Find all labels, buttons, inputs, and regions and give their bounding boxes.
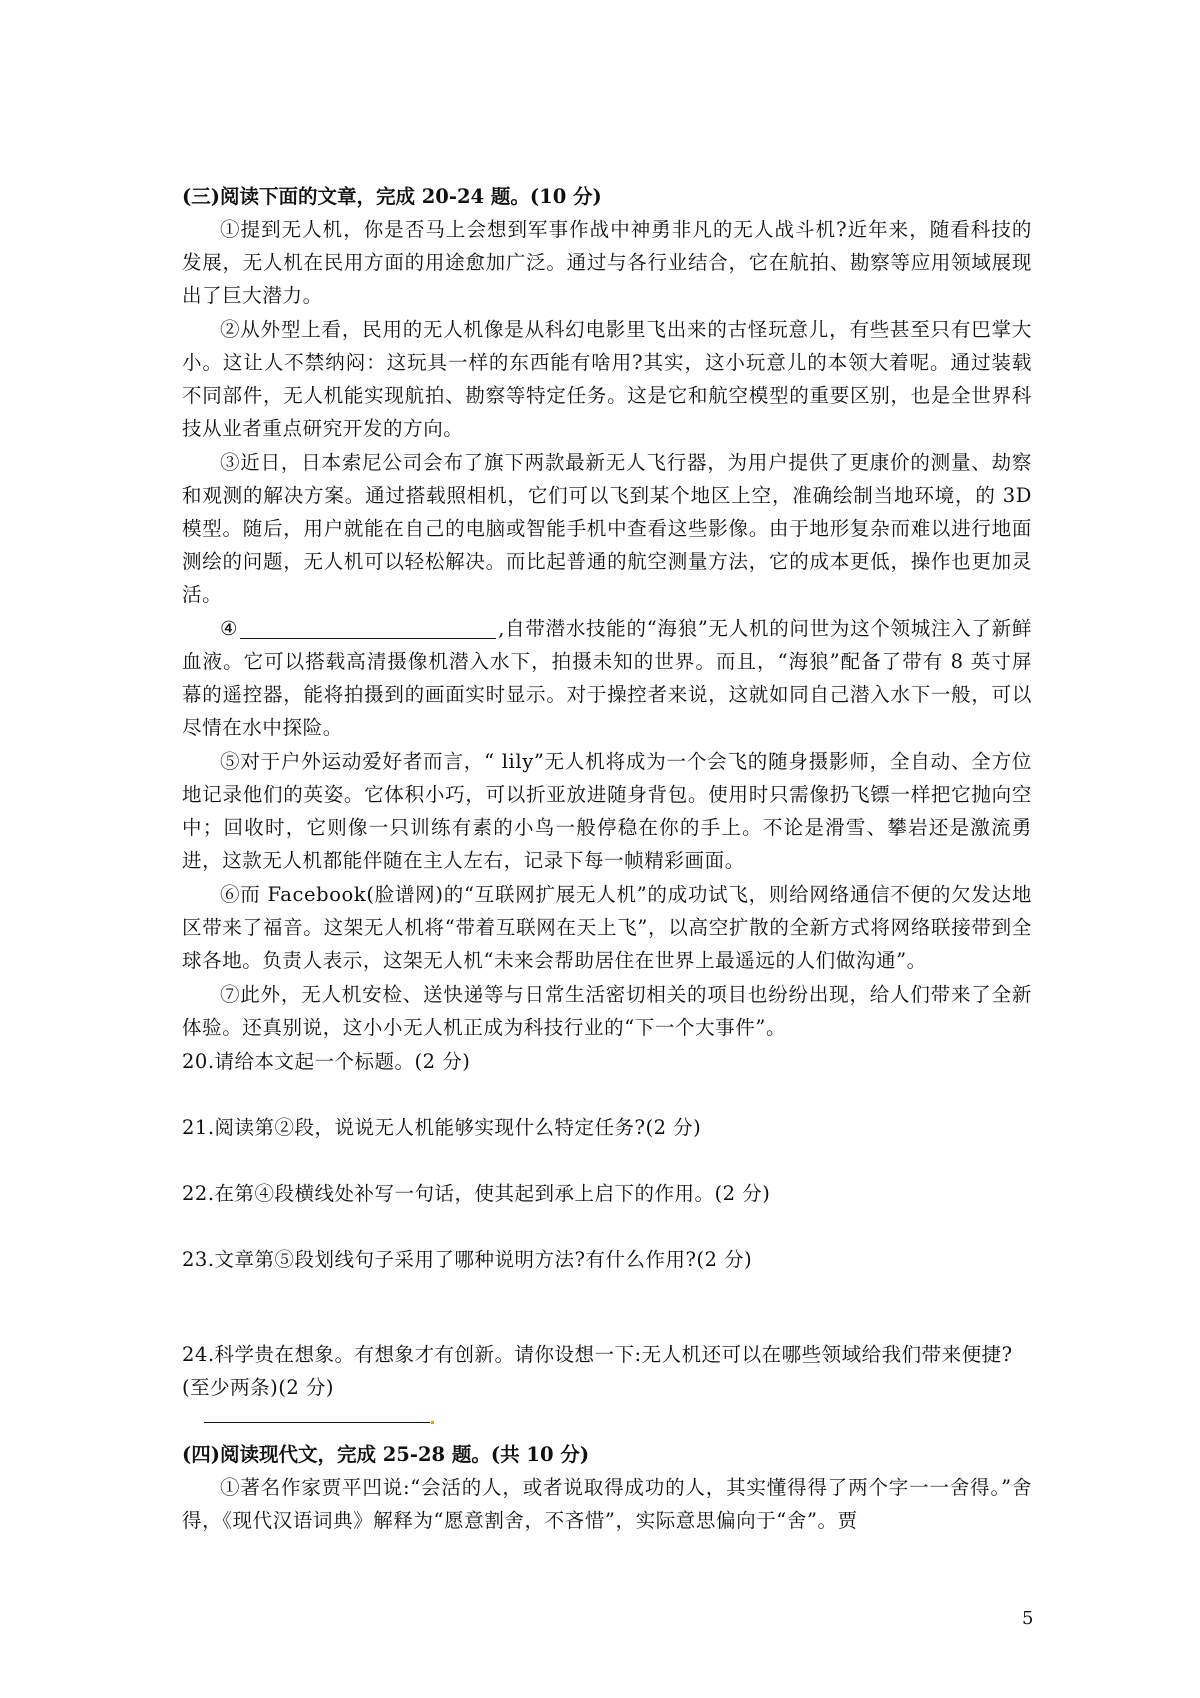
answer-space-23 xyxy=(182,1276,1032,1338)
page-number: 5 xyxy=(1022,1608,1034,1629)
section3-paragraph-3: ③近日，日本索尼公司会布了旗下两款最新无人飞行器，为用户提供了更康价的测量、劫察和观测的解决方案。通过搭载照相机，它们可以飞到某个地区上空，准确绘制当地环境，的 3D 模型。随后，用户就能在自己的电脑或智能手机中查看这些影像。由于地形复杂而难以进行地面测绘的问题，无人机可以轻松解决。而比起普通的航空测量方法，它的成本更低，操作也更加灵活。 xyxy=(182,451,1032,606)
answer-line-24 xyxy=(182,1408,1032,1438)
page-content xyxy=(182,180,1032,1538)
question-22: 22.在第④段横线处补写一句话，使其起到承上启下的作用。(2 分) xyxy=(182,1182,771,1205)
fill-in-blank-line[interactable] xyxy=(240,614,496,639)
question-23: 23.文章第⑤段划线句子采用了哪种说明方法?有什么作用?(2 分) xyxy=(182,1248,753,1271)
answer-space-21 xyxy=(182,1144,1032,1177)
section4-heading: (四)阅读现代文，完成 25-28 题。(共 10 分) xyxy=(182,1443,590,1466)
answer-space-20 xyxy=(182,1078,1032,1111)
stray-mark xyxy=(431,1421,434,1424)
paragraph-4-number: ④ xyxy=(220,617,239,640)
section3-paragraph-5: ⑤对于户外运动爱好者而言，“ lily”无人机将成为一个会飞的随身摄影师，全自动、全方位地记录他们的英姿。它体积小巧，可以折亚放进随身背包。使用时只需像扔飞镖一样把它抛向空中；回收时，它则像一只训练有素的小鸟一般停稳在你的手上。不论是滑雪、攀岩还是激流勇进，这款无人机都能伴随在主人左右，记录下每一帧精彩画面。 xyxy=(182,750,1032,872)
section3-paragraph-4 xyxy=(182,612,1032,744)
section4-paragraph-1: ①著名作家贾平凹说:“会活的人，或者说取得成功的人，其实懂得得了两个字一一舍得。”舍得，《现代汉语词典》解释为“愿意割舍，不吝惜”，实际意思偏向于“舍”。贾 xyxy=(182,1476,1032,1532)
section3-paragraph-6: ⑥而 Facebook(脸谱网)的“互联网扩展无人机”的成功试飞，则给网络通信不便的欠发达地区带来了福音。这架无人机将“带着互联网在天上飞”，以高空扩散的全新方式将网络联接带到全球各地。负责人表示，这架无人机“未来会帮助居住在世界上最遥远的人们做沟通”。 xyxy=(182,883,1032,972)
question-21: 21.阅读第②段，说说无人机能够实现什么特定任务?(2 分) xyxy=(182,1116,702,1139)
question-24: 24.科学贵在想象。有想象才有创新。请你设想一下:无人机还可以在哪些领域给我们带来便捷?(至少两条)(2 分) xyxy=(182,1343,1013,1399)
section3-heading: (三)阅读下面的文章，完成 20-24 题。(10 分) xyxy=(182,185,602,208)
section3-paragraph-2: ②从外型上看，民用的无人机像是从科幻电影里飞出来的古怪玩意儿，有些甚至只有巴掌大小。这让人不禁纳闷：这玩具一样的东西能有啥用?其实，这小玩意儿的本领大着呢。通过装载不同部件，无人机能实现航拍、勘察等特定任务。这是它和航空模型的重要区别，也是全世界科技从业者重点研究开发的方向。 xyxy=(182,318,1032,440)
question-20: 20.请给本文起一个标题。(2 分) xyxy=(182,1050,471,1073)
answer-rule xyxy=(204,1422,430,1423)
paragraph-4-text: ,自带潜水技能的“海狼”无人机的问世为这个领城注入了新鲜血液。它可以搭载高清摄像机潜入水下，拍摄未知的世界。而且，“海狼”配备了带有 8 英寸屏幕的遥控器，能将拍摄到的画面实时显示。对于操控者来说，这就如同自己潜入水下一般，可以尽情在水中探险。 xyxy=(182,617,1033,739)
answer-space-22 xyxy=(182,1210,1032,1243)
section3-paragraph-1: ①提到无人机，你是否马上会想到军事作战中神勇非凡的无人战斗机?近年来，随看科技的发展，无人机在民用方面的用途愈加广泛。通过与各行业结合，它在航拍、勘察等应用领域展现出了巨大潜力。 xyxy=(182,218,1032,307)
section3-paragraph-7: ⑦此外，无人机安检、送快递等与日常生活密切相关的项目也纷纷出现，给人们带来了全新体验。还真别说，这小小无人机正成为科技行业的“下一个大事件”。 xyxy=(182,983,1032,1039)
